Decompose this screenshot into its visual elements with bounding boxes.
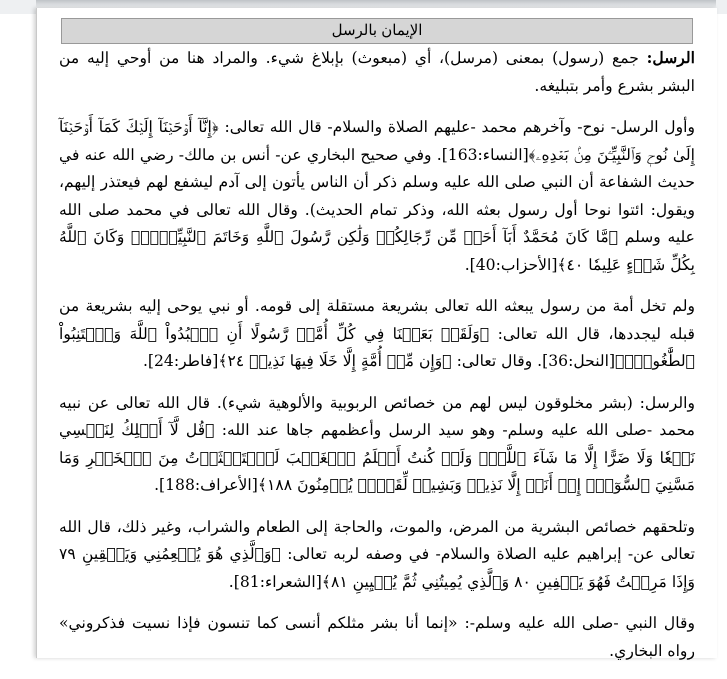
- paragraph-definition: [59, 44, 695, 100]
- paragraph-human-traits: وتلحقهم خصائص البشرية من المرض، والموت، والحاجة إلى الطعام والشراب، وغير ذلك، قال الله تعالى عن- إبراهيم عليه الصلاة والسلام- في وصفه لربه تعالى: ﴿وَٱلَّذِي هُوَ يُطۡعِمُنِي وَيَسۡقِينِ ٧٩ وَإِذَا مَرِضۡتُ فَهُوَ يَشۡفِينِ ٨٠ وَٱلَّذِي يُمِيتُنِي ثُمَّ يُحۡيِينِ ٨١﴾[الشعراء:81].: [59, 517, 695, 591]
- paragraph-every-nation: ولم تخل أمة من رسول يبعثه الله تعالى بشريعة مستقلة إلى قومه. أو نبي يوحى إليه بشريعة من قبله ليجددها، قال الله تعالى: ﴿وَلَقَدۡ بَعَثۡنَا فِي كُلِّ أُمَّةٖ رَّسُولًا أَنِ ٱعۡبُدُواْ ٱللَّهَ وَٱجۡتَنِبُواْ ٱلطَّٰغُوتَۖ﴾[النحل:36]. وقال تعالى: ﴿وَإِن مِّنۡ أُمَّةٍ إِلَّا خَلَا فِيهَا نَذِيرٞ ٢٤﴾[فاطر:24].: [59, 297, 695, 370]
- page-shadow: [36, 0, 716, 8]
- term-label: الرسل:: [646, 48, 695, 67]
- paragraph-human-messengers: والرسل: (بشر مخلوقون ليس لهم من خصائص الربوبية والألوهية شيء). قال الله تعالى عن نبيه محمد -صلى الله عليه وسلم- وهو سيد الرسل وأعظمهم جاها عند الله: ﴿قُل لَّآ أَمۡلِكُ لِنَفۡسِي نَفۡعٗا وَلَا ضَرًّا إِلَّا مَا شَآءَ ٱللَّهُۚ وَلَوۡ كُنتُ أَعۡلَمُ ٱلۡغَيۡبَ لَٱسۡتَكۡثَرۡتُ مِنَ ٱلۡخَيۡرِ وَمَا مَسَّنِيَ ٱلسُّوٓءُۚ إِنۡ أَنَا۠ إِلَّا نَذِيرٞ وَبَشِيرٞ لِّقَوۡمٖ يُؤۡمِنُونَ ١٨٨﴾[الأعراف:188].: [59, 393, 695, 494]
- definition-text: جمع (رسول) بمعنى (مرسل)، أي (مبعوث) بإبلاغ شيء. والمراد هنا من أوحي إليه من البشر بشرع وأمر بتبليغه.: [59, 49, 695, 95]
- paragraph-first-last-messengers: وأول الرسل- نوح- وآخرهم محمد -عليهم الصلاة والسلام- قال الله تعالى: ﴿إِنَّآ أَوۡحَيۡنَآ إِلَيۡكَ كَمَآ أَوۡحَيۡنَآ إِلَىٰ نُوحٖ وَٱلنَّبِيِّـۧنَ مِنۢ بَعۡدِهِۦ﴾[النساء:163]. وفي صحيح البخاري عن- أنس بن مالك- رضي الله عنه في حديث الشفاعة أن النبي صلى الله عليه وسلم ذكر أن الناس يأتون إلى آدم ليشفع لهم فيعتذر إليهم، ويقول: ائتوا نوحا أول رسول بعثه الله، وذكر تمام الحديث). وقال الله تعالى في محمد صلى الله عليه وسلم ﴿مَّا كَانَ مُحَمَّدٌ أَبَآ أَحَدٖ مِّن رِّجَالِكُمۡ وَلَٰكِن رَّسُولَ ٱللَّهِ وَخَاتَمَ ٱلنَّبِيِّـۧنَۗ وَكَانَ ٱللَّهُ بِكُلِّ شَيۡءٍ عَلِيمٗا ٤٠﴾[الأحزاب:40].: [59, 118, 695, 274]
- document-page: [36, 8, 717, 658]
- article-body: [59, 44, 695, 679]
- page-title: الإيمان بالرسل: [61, 18, 693, 44]
- paragraph-hadith: وقال النبي -صلى الله عليه وسلم-: «إنما أنا بشر مثلكم أنسى كما تنسون فإذا نسيت فذكروني» رواه البخاري.: [59, 614, 695, 660]
